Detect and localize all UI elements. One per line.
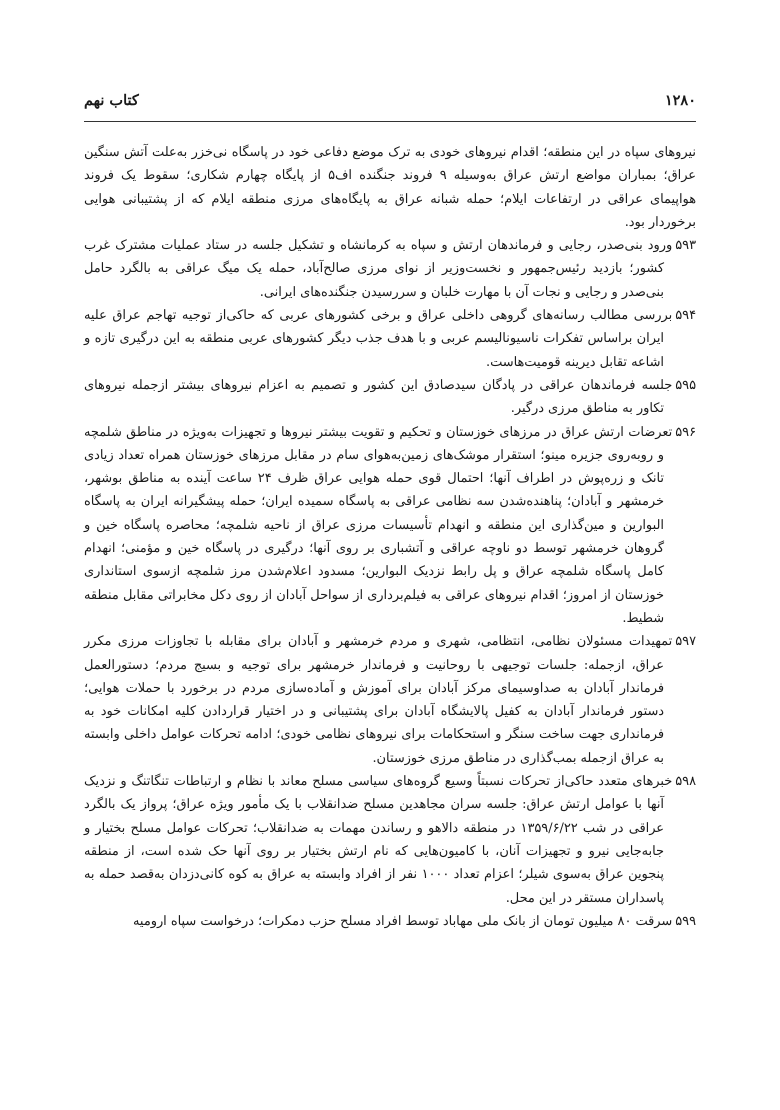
entry-number: ۵۹۵ [675, 377, 696, 393]
entry-595 [84, 374, 696, 421]
entry-596 [84, 421, 696, 631]
entry-text: تعرضات ارتش عراق در مرزهای خوزستان و تحکیم و تقویت بیشتر نیروها و تجهیزات به‌ویژه در مناطق شلمچه و روبه‌روی جزیره مینو؛ استقرار موشک‌های زمین‌به‌هوای سام در مقابل مرزهای خوزستان همراه تعداد زیادی تانک و زره‌پوش در اطراف آنها؛ احتمال قوی حمله هوایی عراق ظرف ۲۴ ساعت آینده به مناطق بوشهر، خرمشهر و آبادان؛ پناهنده‌شدن سه نظامی عراقی به پاسگاه سمیده ایران؛ حمله پیشگیرانه ایران به پاسگاه البوارین و مین‌گذاری این منطقه و انهدام تأسیسات مرزی عراق از ناحیه شلمچه؛ محاصره پاسگاه خین و گروهان خرمشهر توسط دو ناوچه عراقی و آتشباری بر روی آنها؛ درگیری در پاسگاه خین و مؤمنی؛ انهدام کامل پاسگاه شلمچه عراق و پل رابط نزدیک البوارین؛ مسدود اعلام‌شدن مرز شلمچه ازسوی استانداری خوزستان از امروز؛ اقدام نیروهای عراقی به فیلم‌برداری از سواحل آبادان از روی دکل مخابراتی مقابل منطقه شطیط. [84, 424, 673, 626]
entry-593 [84, 234, 696, 304]
entry-text: ورود بنی‌صدر، رجایی و فرماندهان ارتش و سپاه به کرمانشاه و تشکیل جلسه در ستاد عملیات مشترک غرب کشور؛ بازدید رئیس‌جمهور و نخست‌وزیر از نوای مرزی صالح‌آباد، حمله یک میگ عراقی به بالگرد حامل بنی‌صدر و رجایی و نجات آن با مهارت خلبان و سررسیدن جنگنده‌های ایرانی. [84, 238, 673, 300]
intro-paragraph: نیروهای سپاه در این منطقه؛ اقدام نیروهای خودی به ترک موضع دفاعی خود در پاسگاه نی‌خزر به‌علت آتش سنگین عراق؛ بمباران مواضع ارتش عراق به‌وسیله ۹ فروند جنگنده اف۵ از پایگاه چهارم شکاری؛ سقوط یک فروند هواپیمای عراقی در ارتفاعات ایلام؛ حمله شبانه عراق به پایگاه‌های مرزی منطقه ایلام که از پشتیبانی هوایی برخوردار بود. [84, 145, 696, 230]
header-divider [84, 121, 696, 122]
entry-598 [84, 770, 696, 910]
entry-text: سرقت ۸۰ میلیون تومان از بانک ملی مهاباد توسط افراد مسلح حزب دمکرات؛ درخواست سپاه ارومیه [133, 913, 673, 929]
page-body [84, 141, 696, 933]
entry-number: ۵۹۴ [675, 308, 696, 324]
book-title: کتاب نهم [84, 92, 139, 109]
entry-text: تمهیدات مسئولان نظامی، انتظامی، شهری و مردم خرمشهر و آبادان برای مقابله با تجاوزات مرزی مکرر عراق، ازجمله: جلسات توجیهی با روحانیت و فرماندار خرمشهر برای توجیه و بسیج مردم؛ دستورالعمل فرماندار آبادان به صداوسیمای مرکز آبادان برای آموزش و آماده‌سازی مردم در برخورد با حملات هوایی؛ دستور فرماندار آبادان به کفیل پالایشگاه آبادان برای پشتیبانی و در اختیار قراردادن کلیه امکانات خود به فرمانداری جهت ساخت سنگر و استحکامات برای نیروهای نظامی خودی؛ ادامه تحرکات عوامل داخلی وابسته به عراق ازجمله بمب‌گذاری در مناطق مرزی خوزستان. [84, 634, 673, 766]
entry-594 [84, 304, 696, 374]
entry-number: ۵۹۷ [675, 634, 696, 650]
entry-text: بررسی مطالب رسانه‌های گروهی داخلی عراق و برخی کشورهای عربی که حاکی‌از توجیه تهاجم عراق علیه ایران براساس تفکرات ناسیونالیسم عربی و با هدف جذب دیگر کشورهای عربی منطقه به این درگیری تازه و اشاعه تقابل دیرینه قومیت‌هاست. [84, 308, 673, 370]
page-number: ۱۲۸۰ [664, 92, 696, 109]
entry-599 [84, 910, 696, 933]
page-header [84, 92, 696, 114]
entry-number: ۵۹۳ [675, 238, 696, 254]
entry-number: ۵۹۶ [675, 424, 696, 440]
entry-number: ۵۹۹ [675, 913, 696, 929]
entry-number: ۵۹۸ [675, 774, 696, 790]
entry-text: خبرهای متعدد حاکی‌از تحرکات نسبتاً وسیع گروه‌های سیاسی مسلح معاند با نظام و ارتباطات تنگاتنگ و نزدیک آنها با عوامل ارتش عراق: جلسه سران مجاهدین مسلح ضدانقلاب با یک مأمور ویژه عراق؛ پرواز یک بالگرد عراقی در شب ۱۳۵۹/۶/۲۲ در منطقه دالاهو و رساندن مهمات به ضدانقلاب؛ تحرکات عوامل مسلح بختیار و جابه‌جایی نیرو و تجهیزات آنان، با کامیون‌هایی که نام ارتش بختیار بر روی آنها حک شده است، از منطقه پنجوین عراق به‌سوی شیلر؛ اعزام تعداد ۱۰۰۰ نفر از افراد وابسته به عراق به کوه کانی‌دزدان به‌قصد حمله به پاسداران مستقر در این محل. [84, 774, 673, 906]
entry-text: جلسه فرماندهان عراقی در پادگان سیدصادق این کشور و تصمیم به اعزام نیروهای بیشتر ازجمله نیروهای تکاور به مناطق مرزی درگیر. [84, 377, 673, 417]
entry-597 [84, 630, 696, 770]
